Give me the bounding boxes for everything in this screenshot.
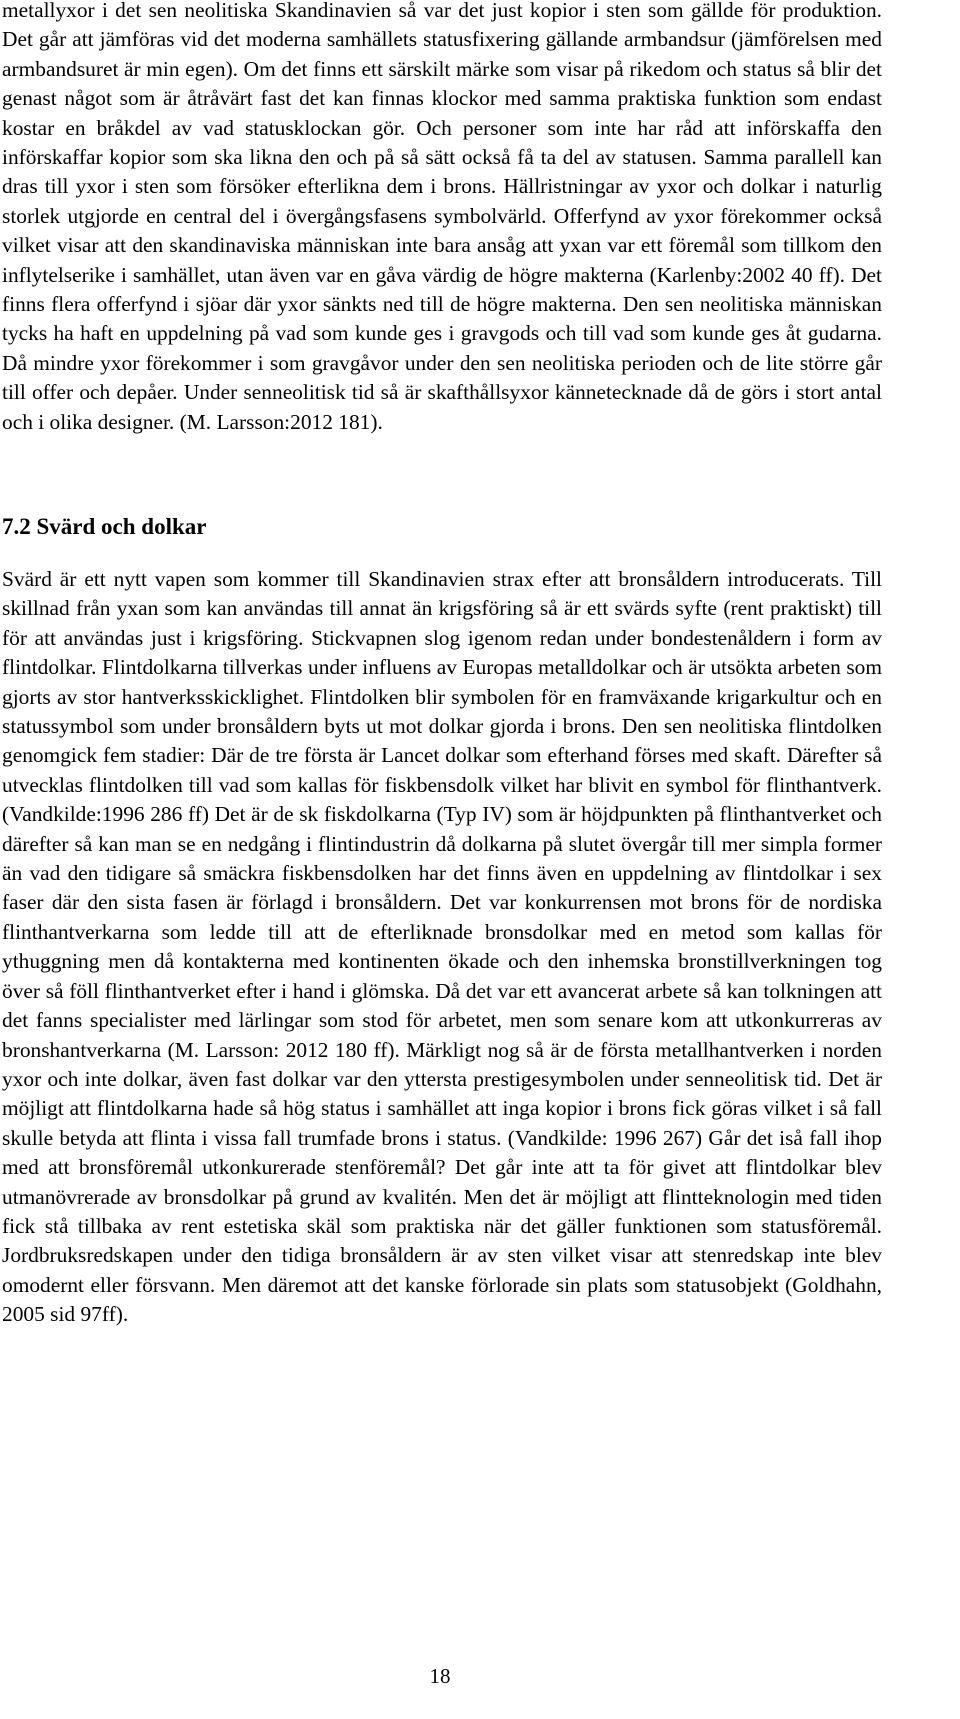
section-heading: 7.2 Svärd och dolkar	[2, 514, 207, 539]
body-paragraph-swords-daggers: Svärd är ett nytt vapen som kommer till Skandinavien strax efter att bronsåldern introducerats. Till skillnad från yxan som kan användas till annat än krigsföring så är ett svärds syfte (rent praktiskt) till för att användas just i krigsföring. Stickvapnen slog igenom redan under bondestenåldern i form av flintdolkar. Flintdolkarna tillverkas under influens av Europas metalldolkar och är utsökta arbeten som gjorts av stor hantverksskicklighet. Flintdolken blir symbolen för en framväxande krigarkultur och en statussymbol som under bronsåldern byts ut mot dolkar gjorda i brons. Den sen neolitiska flintdolken genomgick fem stadier: Där de tre första är Lancet dolkar som efterhand förses med skaft. Därefter så utvecklas flintdolken till vad som kallas för fiskbensdolk vilket har blivit en symbol för flinthantverk.(Vandkilde:1996 286 ff) Det är de sk fiskdolkarna (Typ IV) som är höjdpunkten på flinthantverket och därefter så kan man se en nedgång i flintindustrin då dolkarna på slutet övergår till mer simpla former än vad den tidigare så smäckra fiskbensdolken har det finns även en uppdelning av flintdolkar i sex faser där den sista fasen är förlagd i bronsåldern. Det var konkurrensen mot brons för de nordiska flinthantverkarna som ledde till att de efterliknade bronsdolkar med en metod som kallas för ythuggning men då kontakterna med kontinenten ökade och den inhemska bronstillverkningen tog över så föll flinthantverket efter i hand i glömska. Då det var ett avancerat arbete så kan tolkningen att det fanns specialister med lärlingar som stod för arbetet, men som senare kom att utkonkurreras av bronshantverkarna (M. Larsson: 2012 180 ff). Märkligt nog så är de första metallhantverken i norden yxor och inte dolkar, även fast dolkar var den yttersta prestigesymbolen under senneolitisk tid. Det är möjligt att flintdolkarna hade så hög status i samhället att inga kopior i brons fick göras vilket i så fall skulle betyda att flinta i vissa fall trumfade brons i status. (Vandkilde: 1996 267) Går det iså fall ihop med att bronsföremål utkonkurerade stenföremål? Det går inte att ta för givet att flintdolkar blev utmanövrerade av bronsdolkar på grund av kvalitén. Men det är möjligt att flintteknologin med tiden fick stå tillbaka av rent estetiska skäl som praktiska när det gäller funktionen som statusföremål. Jordbruksredskapen under den tidiga bronsåldern är av sten vilket visar att stenredskap inte blev omodernt eller försvann. Men däremot att det kanske förlorade sin plats som statusobjekt (Goldhahn, 2005 sid 97ff).	[2, 567, 882, 1327]
body-paragraph-axes: metallyxor i det sen neolitiska Skandinavien så var det just kopior i sten som gällde för produktion. Det går att jämföras vid det moderna samhällets statusfixering gällande armbandsur (jämförelsen med armbandsuret är min egen). Om det finns ett särskilt märke som visar på rikedom och status så blir det genast något som är åtråvärt fast det kan finnas klockor med samma praktiska funktion som endast kostar en bråkdel av vad statusklockan gör. Och personer som inte har råd att införskaffa den införskaffar kopior som ska likna den och på så sätt också få ta del av statusen. Samma parallell kan dras till yxor i sten som försöker efterlikna dem i brons. Hällristningar av yxor och dolkar i naturlig storlek utgjorde en central del i övergångsfasens symbolvärld. Offerfynd av yxor förekommer också vilket visar att den skandinaviska människan inte bara ansåg att yxan var ett föremål som tillkom den inflytelserike i samhället, utan även var en gåva värdig de högre makterna (Karlenby:2002 40 ff). Det finns flera offerfynd i sjöar där yxor sänkts ned till de högre makterna. Den sen neolitiska människan tycks ha haft en uppdelning på vad som kunde ges i gravgods och till vad som kunde ges åt gudarna. Då mindre yxor förekommer i som gravgåvor under den sen neolitiska perioden och de lite större går till offer och depåer. Under senneolitisk tid så är skafthållsyxor kännetecknade då de görs i stort antal och i olika designer. (M. Larsson:2012 181).	[2, 0, 882, 434]
page-number: 18	[429, 1664, 451, 1688]
